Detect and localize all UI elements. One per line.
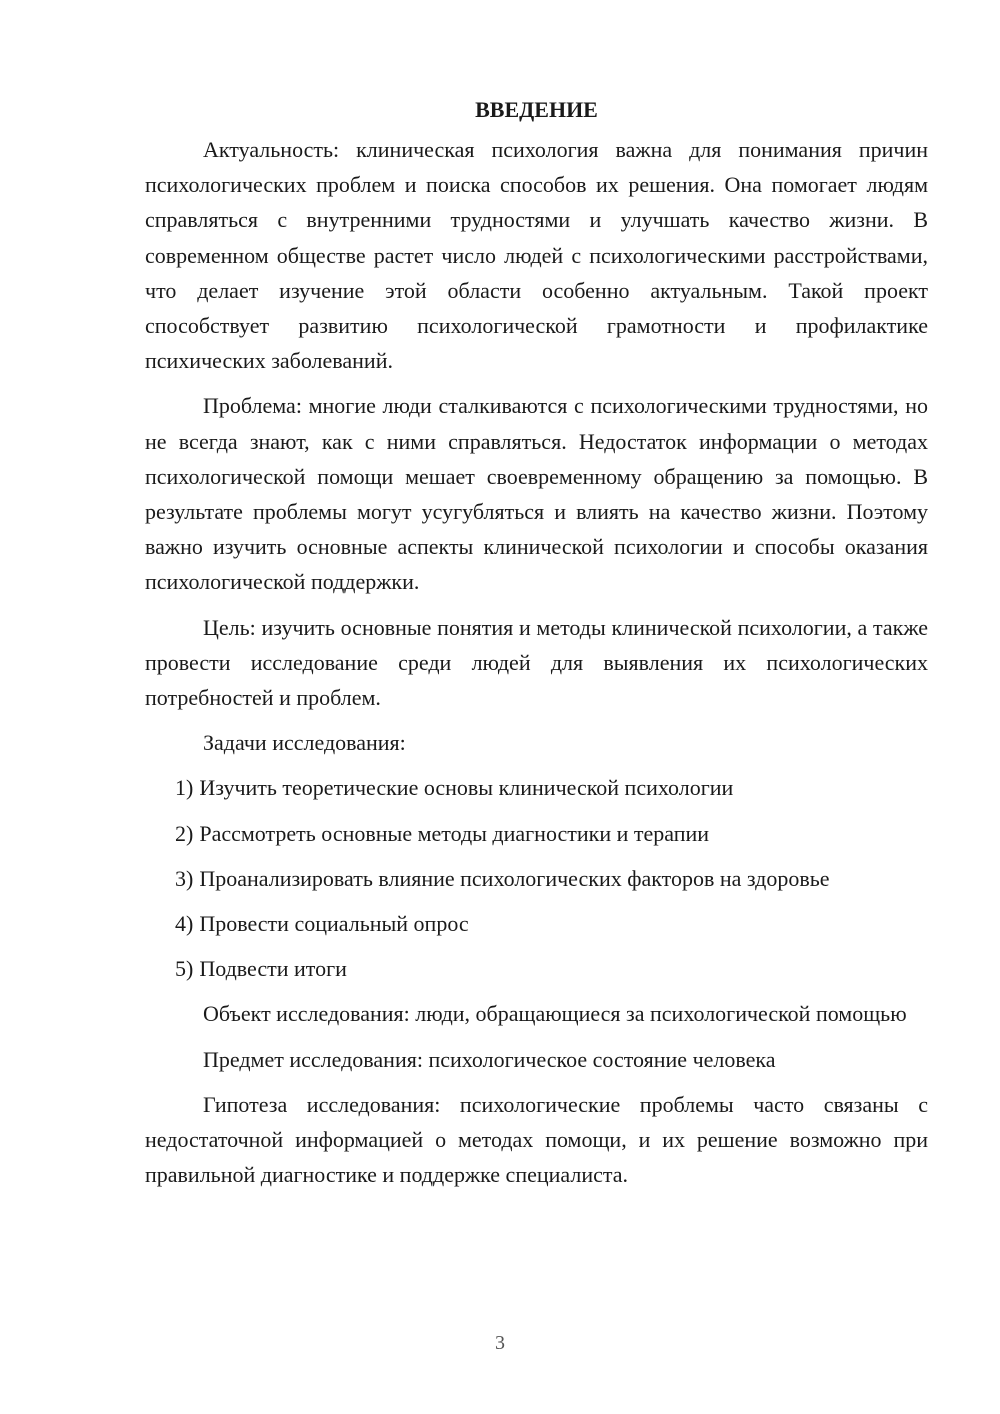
problem-paragraph: Проблема: многие люди сталкиваются с психологическими трудностями, но не всегда знают, как с ними справляться. Недостаток информации о методах психологической помощи мешает своевременному обращению за помощью. В результате проблемы могут усугубляться и влиять на качество жизни. Поэтому важно изучить основные аспекты клинической психологии и способы оказания психологической поддержки.: [145, 393, 928, 595]
subject-paragraph: Предмет исследования: психологическое состояние человека: [203, 1046, 776, 1072]
tasks-heading: Задачи исследования:: [203, 730, 406, 756]
tasks-list: [145, 770, 928, 986]
task-text: Изучить теоретические основы клинической психологии: [199, 775, 734, 801]
page-number: 3: [495, 1332, 505, 1354]
object-paragraph: Объект исследования: люди, обращающиеся за психологической помощью: [203, 1001, 907, 1027]
task-text: Проанализировать влияние психологических факторов на здоровье: [199, 865, 830, 891]
section-title: ВВЕДЕНИЕ: [475, 97, 598, 122]
relevance-paragraph: Актуальность: клиническая психология важна для понимания причин психологических проблем и поиска способов их решения. Она помогает людям справляться с внутренними трудностями и улучшать качество жизни. В современном обществе растет число людей с психологическими расстройствами, что делает изучение этой области особенно актуальным. Такой проект способствует развитию психологической грамотности и профилактике психических заболеваний.: [145, 137, 928, 374]
goal-paragraph: Цель: изучить основные понятия и методы клинической психологии, а также провести исследование среди людей для выявления их психологических потребностей и проблем.: [145, 614, 928, 711]
task-text: Подвести итоги: [199, 956, 347, 982]
list-item: [145, 861, 928, 896]
task-text: Провести социальный опрос: [199, 911, 469, 937]
task-number: 2): [175, 820, 194, 846]
task-number: 3): [175, 865, 194, 891]
document-page: [145, 92, 928, 1202]
list-item: [145, 770, 928, 805]
task-number: 1): [175, 775, 194, 801]
task-number: 5): [175, 956, 194, 982]
hypothesis-paragraph: Гипотеза исследования: психологические проблемы часто связаны с недостаточной информацией о методах помощи, и их решение возможно при правильной диагностике и поддержке специалиста.: [145, 1091, 928, 1188]
task-text: Рассмотреть основные методы диагностики и терапии: [199, 820, 710, 846]
list-item: [145, 951, 928, 986]
list-item: [145, 906, 928, 941]
list-item: [145, 816, 928, 851]
task-number: 4): [175, 911, 194, 937]
